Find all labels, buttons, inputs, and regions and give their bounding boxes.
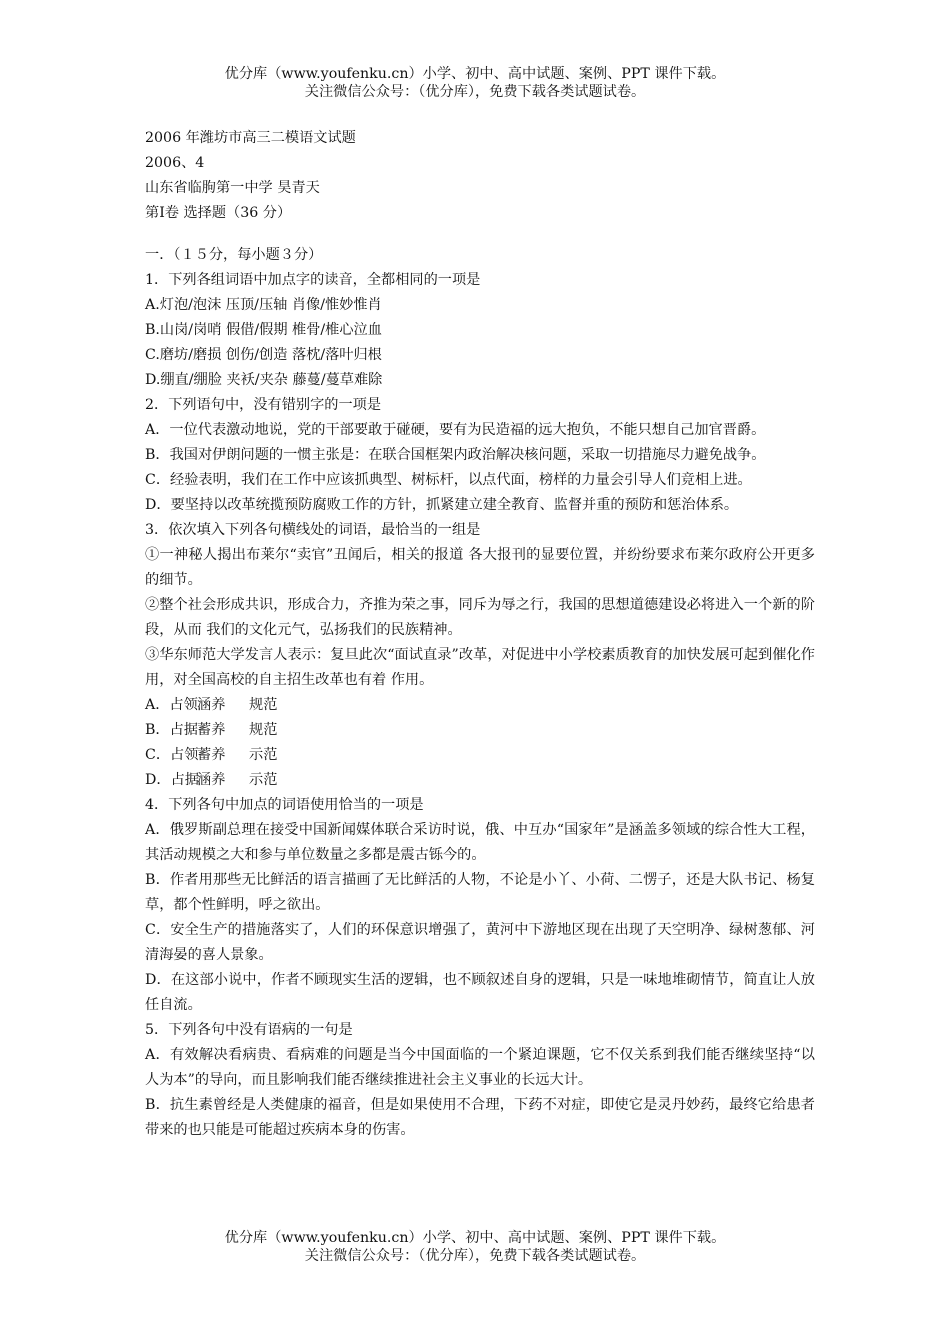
q4-option-a: A．俄罗斯副总理在接受中国新闻媒体联合采访时说，俄、中互办“国家年”是涵盖多领域的综合性大工程，其活动规模之大和参与单位数量之多都是震古铄今的。 — [145, 822, 815, 863]
q3-option-d: D．占据涵养 示范 — [145, 772, 278, 788]
exam-date: 2006、4 — [145, 155, 205, 171]
q5-option-b: B．抗生素曾经是人类健康的福音，但是如果使用不合理，下药不对症，即使它是灵丹妙药，最终它给患者带来的也只能是可能超过疾病本身的伤害。 — [145, 1097, 815, 1138]
q1-option-c: C.磨坊/磨损 创伤/创造 落枕/落叶归根 — [145, 347, 382, 363]
q5-stem: 5．下列各句中没有语病的一句是 — [145, 1022, 353, 1038]
q3-option-c: C．占领蓄养 示范 — [145, 747, 278, 763]
q2-option-a: A．一位代表激动地说，党的干部要敢于碰硬，要有为民造福的远大抱负，不能只想自己加官晋爵。 — [145, 422, 766, 438]
q3-option-a: A．占领涵养 规范 — [145, 697, 278, 713]
page-footer — [0, 1229, 950, 1265]
q1-option-d: D.绷直/绷脸 夹袄/夹杂 藤蔓/蔓草难除 — [145, 372, 383, 388]
q4-option-d: D．在这部小说中，作者不顾现实生活的逻辑，也不顾叙述自身的逻辑，只是一味地堆砌情节，简直让人放任自流。 — [145, 972, 815, 1013]
q4-stem: 4．下列各句中加点的词语使用恰当的一项是 — [145, 797, 424, 813]
q2-option-b: B．我国对伊朗问题的一惯主张是：在联合国框架内政治解决核问题，采取一切措施尽力避免战争。 — [145, 447, 766, 463]
exam-author: 山东省临朐第一中学 昊青天 — [145, 180, 320, 196]
part-heading: 一．（１５分，每小题３分） — [145, 247, 323, 263]
q3-sentence-3: ③华东师范大学发言人表示：复旦此次“面试直录”改革，对促进中小学校素质教育的加快发展可起到催化作用，对全国高校的自主招生改革也有着 作用。 — [145, 647, 815, 688]
q2-option-d: D．要坚持以改革统揽预防腐败工作的方针，抓紧建立建全教育、监督并重的预防和惩治体系。 — [145, 497, 739, 513]
footer-line-2: 关注微信公众号：（优分库），免费下载各类试题试卷。 — [304, 1248, 646, 1264]
q1-stem: 1．下列各组词语中加点字的读音，全都相同的一项是 — [145, 272, 481, 288]
section-title: 第Ⅰ卷 选择题（36 分） — [145, 205, 292, 221]
q2-stem: 2．下列语句中，没有错别字的一项是 — [145, 397, 382, 413]
exam-title: 2006 年潍坊市高三二模语文试题 — [145, 130, 356, 146]
header-line-1: 优分库（www.youfenku.cn）小学、初中、高中试题、案例、PPT 课件下载。 — [224, 66, 726, 82]
q5-option-a: A．有效解决看病贵、看病难的问题是当今中国面临的一个紧迫课题，它不仅关系到我们能否继续坚持“以人为本”的导向，而且影响我们能否继续推进社会主义事业的长远大计。 — [145, 1047, 815, 1088]
q3-sentence-1: ①一神秘人揭出布莱尔“卖官”丑闻后，相关的报道 各大报刊的显要位置，并纷纷要求布莱尔政府公开更多的细节。 — [145, 547, 815, 588]
q3-stem: 3．依次填入下列各句横线处的词语，最恰当的一组是 — [145, 522, 481, 538]
q1-option-b: B.山岗/岗哨 假借/假期 椎骨/椎心泣血 — [145, 322, 382, 338]
header-line-2: 关注微信公众号：（优分库），免费下载各类试题试卷。 — [304, 84, 646, 100]
q4-option-b: B．作者用那些无比鲜活的语言描画了无比鲜活的人物，不论是小丫、小荷、二愣子，还是大队书记、杨复草，都个性鲜明，呼之欲出。 — [145, 872, 815, 913]
q3-option-b: B．占据蓄养 规范 — [145, 722, 278, 738]
page-header — [0, 65, 950, 101]
document-body — [145, 126, 815, 1143]
q2-option-c: C．经验表明，我们在工作中应该抓典型、树标杆，以点代面，榜样的力量会引导人们竞相上进。 — [145, 472, 752, 488]
q4-option-c: C．安全生产的措施落实了，人们的环保意识增强了，黄河中下游地区现在出现了天空明净、绿树葱郁、河清海晏的喜人景象。 — [145, 922, 815, 963]
q3-sentence-2: ②整个社会形成共识，形成合力，齐推为荣之事，同斥为辱之行，我国的思想道德建设必将进入一个新的阶段，从而 我们的文化元气，弘扬我们的民族精神。 — [145, 597, 815, 638]
footer-line-1: 优分库（www.youfenku.cn）小学、初中、高中试题、案例、PPT 课件下载。 — [224, 1230, 726, 1246]
q1-option-a: A.灯泡/泡沫 压顶/压轴 肖像/惟妙惟肖 — [145, 297, 382, 313]
